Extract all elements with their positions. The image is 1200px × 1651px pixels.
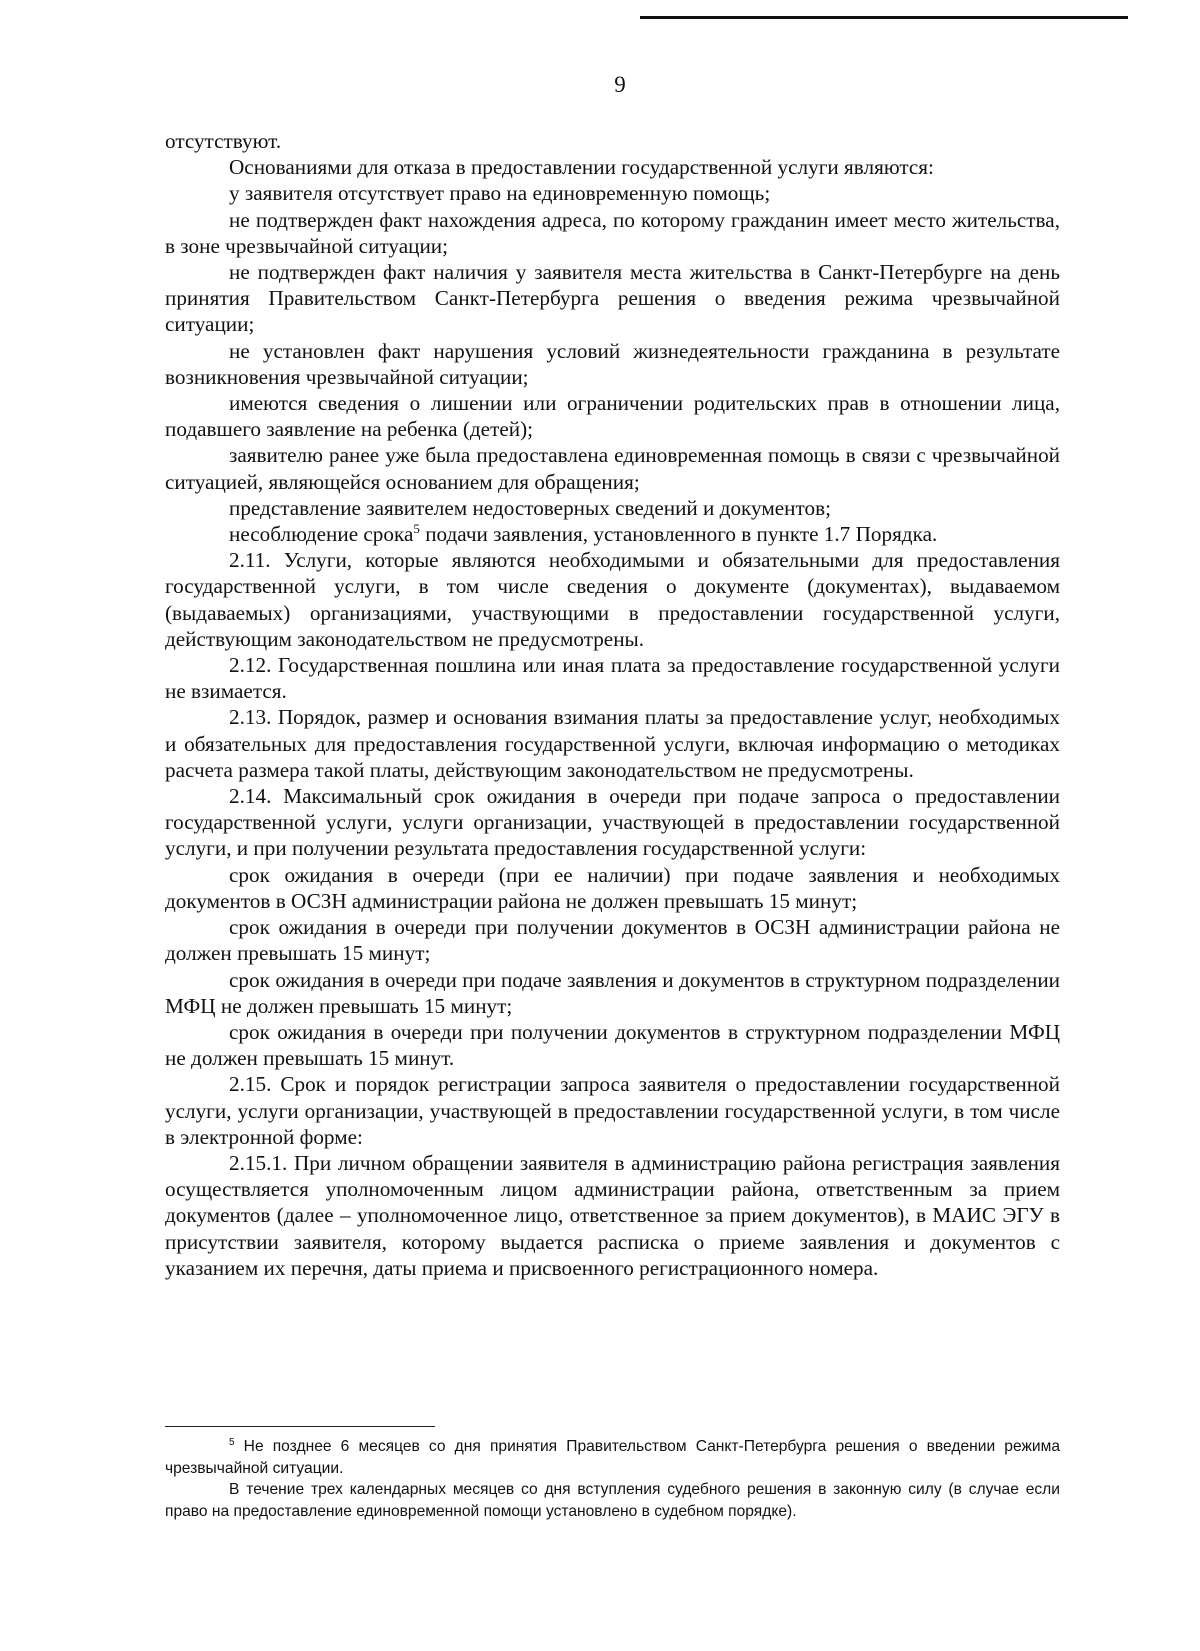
paragraph-no-right: у заявителя отсутствует право на единовременную помощь;: [229, 181, 771, 206]
footnote-5-text: Не позднее 6 месяцев со дня принятия Правительством Санкт-Петербурга решения о введении режима чрезвычайной ситуации.: [165, 1438, 1060, 1477]
document-body: [165, 128, 1060, 1281]
section-2-15: 2.15. Срок и порядок регистрации запроса заявителя о предоставлении государственной услуги, услуги организации, участвующей в предоставлении государственной услуги, в том числе в электронной форме:: [165, 1072, 1060, 1149]
paragraph-deadline-text-end: подачи заявления, установленного в пункте 1.7 Порядка.: [419, 522, 938, 547]
footnote-5: [165, 1436, 1060, 1479]
paragraph-already-granted: заявителю ранее уже была предоставлена единовременная помощь в связи с чрезвычайной ситуацией, являющейся основанием для обращения;: [165, 443, 1060, 494]
footnote-5-continuation: В течение трех календарных месяцев со дня вступления судебного решения в законную силу (в случае если право на предоставление единовременной помощи установлено в судебном порядке).: [165, 1481, 1060, 1520]
paragraph-residence-not-confirmed: не подтвержден факт наличия у заявителя места жительства в Санкт-Петербурге на день принятия Правительством Санкт-Петербурга решения о введения режима чрезвычайной ситуации;: [165, 260, 1060, 337]
section-2-12: 2.12. Государственная пошлина или иная плата за предоставление государственной услуги не взимается.: [165, 653, 1060, 704]
footnote-separator: [165, 1426, 435, 1427]
section-2-13: 2.13. Порядок, размер и основания взимания платы за предоставление услуг, необходимых и обязательных для предоставления государственной услуги, включая информацию о методиках расчета размера такой платы, действующим законодательством не предусмотрены.: [165, 705, 1060, 782]
section-2-14: 2.14. Максимальный срок ожидания в очереди при подаче запроса о предоставлении государственной услуги, услуги организации, участвующей в предоставлении государственной услуги, и при получении результата предоставления государственной услуги:: [165, 784, 1060, 861]
paragraph-address-not-confirmed: не подтвержден факт нахождения адреса, по которому гражданин имеет место жительства, в зоне чрезвычайной ситуации;: [165, 207, 1060, 258]
paragraph-conditions-not-established: не установлен факт нарушения условий жизнедеятельности гражданина в результате возникновения чрезвычайной ситуации;: [165, 338, 1060, 389]
paragraph-continuation: отсутствуют.: [165, 129, 282, 153]
page-number: 9: [614, 72, 626, 97]
footnote-number: 5: [229, 1436, 235, 1448]
paragraph-deadline-text-start: несоблюдение срока: [229, 522, 414, 547]
footnote-reference: 5: [413, 520, 420, 536]
footnotes: [165, 1436, 1060, 1522]
paragraph-wait-mfc-submit: срок ожидания в очереди при подаче заявления и документов в структурном подразделении МФЦ не должен превышать 15 минут;: [165, 967, 1060, 1018]
paragraph-wait-mfc-receive: срок ожидания в очереди при получении документов в структурном подразделении МФЦ не должен превышать 15 минут.: [165, 1019, 1060, 1071]
paragraph-wait-oszn-submit: срок ожидания в очереди (при ее наличии) при подаче заявления и необходимых документов в ОСЗН администрации района не должен превышать 15 минут;: [165, 862, 1060, 913]
section-2-11: 2.11. Услуги, которые являются необходимыми и обязательными для предоставления государственной услуги, в том числе сведения о документе (документах), выдаваемом (выдаваемых) организациями, участвующими в предоставлении государственной услуги, действующим законодательством не предусмотрены.: [165, 548, 1060, 651]
paragraph-deadline-missed: [165, 521, 1060, 547]
paragraph-wait-oszn-receive: срок ожидания в очереди при получении документов в ОСЗН администрации района не должен превышать 15 минут;: [165, 915, 1060, 966]
paragraph-false-information: представление заявителем недостоверных сведений и документов;: [229, 495, 831, 520]
section-2-15-1: 2.15.1. При личном обращении заявителя в администрацию района регистрация заявления осуществляется уполномоченным лицом администрации района, ответственным за прием документов (далее – уполномоченное лицо, ответственное за прием документов), в МАИС ЭГУ в присутствии заявителя, которому выдается расписка о приеме заявления и документов с указанием их перечня, даты приема и присвоенного регистрационного номера.: [165, 1150, 1060, 1280]
top-rule: [640, 16, 1128, 19]
paragraph-parental-rights: имеются сведения о лишении или ограничении родительских прав в отношении лица, подавшего заявление на ребенка (детей);: [165, 391, 1060, 442]
paragraph-refusal-grounds: Основаниями для отказа в предоставлении государственной услуги являются:: [229, 155, 934, 180]
